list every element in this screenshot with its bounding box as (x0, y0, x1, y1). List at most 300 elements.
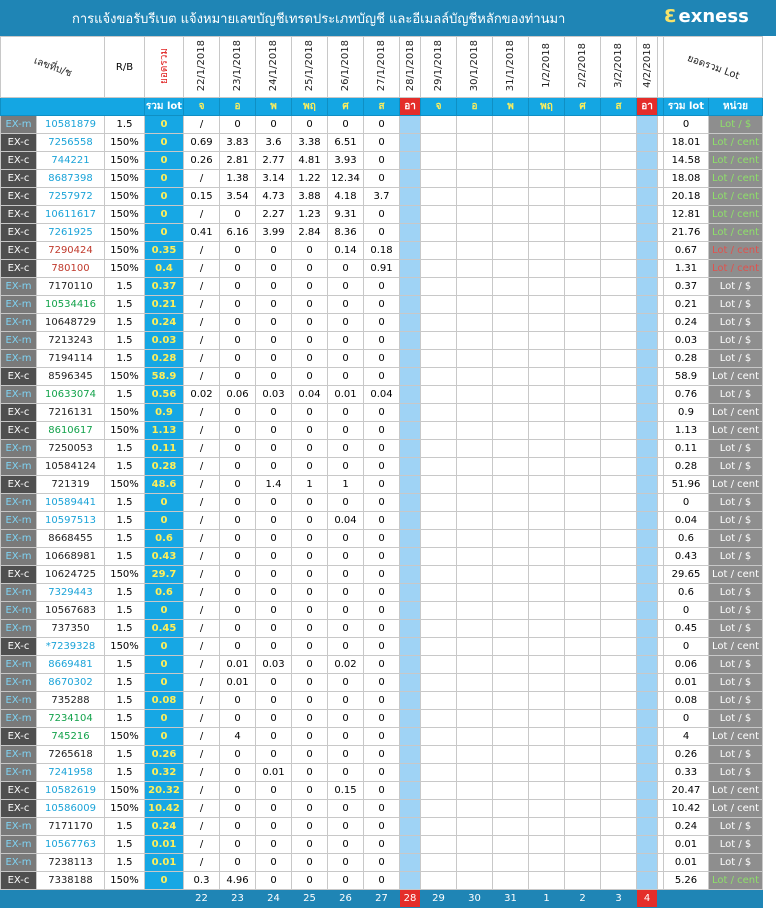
day-lot-empty (457, 728, 493, 746)
day-lot: 0 (256, 692, 292, 710)
day-lot: 0 (256, 116, 292, 134)
table-row (1, 404, 763, 422)
day-lot-empty (529, 620, 565, 638)
holiday-gap (637, 836, 658, 854)
header-date (364, 37, 400, 98)
day-lot-empty (421, 854, 457, 872)
day-lot-empty (601, 170, 637, 188)
day-lot-empty (493, 656, 529, 674)
account-type: EX-m (1, 314, 37, 332)
lot-total-right: 0.01 (664, 836, 709, 854)
day-lot-empty (457, 836, 493, 854)
day-lot-empty (457, 800, 493, 818)
day-lot: 0 (364, 836, 400, 854)
account-number: 10611617 (37, 206, 105, 224)
holiday-gap (400, 242, 421, 260)
day-lot: / (184, 782, 220, 800)
table-row (1, 566, 763, 584)
account-number: 10534416 (37, 296, 105, 314)
day-lot: 0 (364, 638, 400, 656)
day-lot: 4.73 (256, 188, 292, 206)
day-lot-empty (421, 458, 457, 476)
holiday-gap (637, 476, 658, 494)
lot-total: 0.21 (145, 296, 184, 314)
account-number: 7171170 (37, 818, 105, 836)
table-row (1, 458, 763, 476)
day-lot-empty (493, 854, 529, 872)
day-lot: 0 (220, 818, 256, 836)
holiday-gap (400, 188, 421, 206)
lot-total-right: 5.26 (664, 872, 709, 890)
header-account-no-label: เลขที่บ/ช (32, 55, 73, 79)
day-lot: 0 (328, 368, 364, 386)
day-lot: / (184, 836, 220, 854)
day-lot-empty (565, 422, 601, 440)
lot-total-right: 0.43 (664, 548, 709, 566)
day-lot-empty (565, 476, 601, 494)
lot-total-right: 0.08 (664, 692, 709, 710)
day-lot-empty (493, 800, 529, 818)
day-lot: 0.04 (364, 386, 400, 404)
holiday-gap (400, 566, 421, 584)
day-lot: 0 (292, 494, 328, 512)
day-lot: 0 (292, 584, 328, 602)
unit: Lot / cent (709, 152, 763, 170)
day-lot-empty (457, 512, 493, 530)
day-lot-empty (565, 692, 601, 710)
day-lot-empty (529, 422, 565, 440)
day-lot-empty (421, 584, 457, 602)
day-lot: 0 (364, 458, 400, 476)
unit: Lot / $ (709, 692, 763, 710)
day-lot: 1.4 (256, 476, 292, 494)
rebate-rate: 1.5 (105, 692, 145, 710)
day-lot: 0 (220, 638, 256, 656)
subheader-day: พฤ (529, 98, 565, 116)
day-lot: 0 (328, 764, 364, 782)
account-type: EX-c (1, 872, 37, 890)
unit: Lot / $ (709, 548, 763, 566)
header-date-label: 1/2/2018 (541, 43, 552, 88)
day-lot: 0 (328, 530, 364, 548)
header-date-label: 29/1/2018 (433, 39, 444, 92)
unit: Lot / cent (709, 638, 763, 656)
day-lot: 0 (256, 548, 292, 566)
day-lot-empty (529, 728, 565, 746)
day-lot: / (184, 440, 220, 458)
holiday-gap (400, 872, 421, 890)
day-lot-empty (493, 332, 529, 350)
account-number: 7290424 (37, 242, 105, 260)
day-lot-empty (601, 422, 637, 440)
day-lot: 0 (220, 584, 256, 602)
account-number: 8669481 (37, 656, 105, 674)
header-total-lot-label: ยอดรวม (158, 47, 170, 84)
day-lot-empty (421, 224, 457, 242)
day-lot-empty (565, 530, 601, 548)
unit: Lot / $ (709, 584, 763, 602)
day-lot: 0 (364, 116, 400, 134)
day-lot: 0 (328, 260, 364, 278)
holiday-gap (400, 836, 421, 854)
day-lot-empty (457, 368, 493, 386)
day-lot-empty (457, 188, 493, 206)
holiday-gap (400, 134, 421, 152)
day-lot: 3.7 (364, 188, 400, 206)
day-lot-empty (493, 692, 529, 710)
day-lot: 0 (256, 350, 292, 368)
day-lot: 6.16 (220, 224, 256, 242)
account-number: 10668981 (37, 548, 105, 566)
account-type: EX-m (1, 746, 37, 764)
rebate-rate: 150% (105, 134, 145, 152)
table-row (1, 134, 763, 152)
day-lot: 0 (220, 854, 256, 872)
account-type: EX-m (1, 530, 37, 548)
rebate-rate: 1.5 (105, 746, 145, 764)
unit: Lot / $ (709, 836, 763, 854)
lot-total-right: 0.33 (664, 764, 709, 782)
holiday-gap (400, 818, 421, 836)
day-lot: 0.04 (292, 386, 328, 404)
header-date-label: 31/1/2018 (505, 39, 516, 92)
day-lot: 2.84 (292, 224, 328, 242)
day-lot-empty (421, 710, 457, 728)
day-lot: 0 (256, 440, 292, 458)
unit: Lot / cent (709, 872, 763, 890)
day-lot: 0 (256, 494, 292, 512)
day-lot-empty (493, 872, 529, 890)
lot-total-right: 4 (664, 728, 709, 746)
day-lot: / (184, 242, 220, 260)
day-lot-empty (421, 170, 457, 188)
day-lot: 0 (292, 332, 328, 350)
day-lot-empty (421, 512, 457, 530)
unit: Lot / cent (709, 134, 763, 152)
day-lot-empty (457, 854, 493, 872)
day-lot-empty (565, 728, 601, 746)
day-lot: 0.02 (184, 386, 220, 404)
day-lot-empty (493, 638, 529, 656)
header-date (601, 37, 637, 98)
day-lot: 1.22 (292, 170, 328, 188)
day-lot-empty (565, 404, 601, 422)
lot-total-right: 20.18 (664, 188, 709, 206)
day-lot-empty (493, 386, 529, 404)
footer-day-number: 28 (400, 890, 421, 908)
header-date (220, 37, 256, 98)
day-lot: 0 (328, 278, 364, 296)
day-lot-empty (457, 530, 493, 548)
day-lot-empty (421, 764, 457, 782)
rebate-rate: 1.5 (105, 440, 145, 458)
day-lot-empty (601, 332, 637, 350)
day-lot-empty (601, 530, 637, 548)
day-lot: 0 (220, 242, 256, 260)
account-type: EX-c (1, 566, 37, 584)
day-lot: 0 (292, 404, 328, 422)
lot-total-right: 0.01 (664, 674, 709, 692)
header-date (256, 37, 292, 98)
lot-total: 58.9 (145, 368, 184, 386)
holiday-gap (637, 224, 658, 242)
lot-total: 0.37 (145, 278, 184, 296)
rebate-rate: 1.5 (105, 296, 145, 314)
unit: Lot / $ (709, 710, 763, 728)
day-lot-empty (529, 512, 565, 530)
unit: Lot / $ (709, 350, 763, 368)
day-lot: 0 (256, 602, 292, 620)
day-lot-empty (529, 170, 565, 188)
account-type: EX-m (1, 656, 37, 674)
table-row (1, 584, 763, 602)
day-lot: 0 (220, 332, 256, 350)
day-lot-empty (601, 296, 637, 314)
lot-total-right: 1.31 (664, 260, 709, 278)
day-lot-empty (601, 764, 637, 782)
day-lot: 0 (328, 692, 364, 710)
unit: Lot / $ (709, 314, 763, 332)
unit: Lot / cent (709, 206, 763, 224)
day-lot: 0 (292, 548, 328, 566)
day-lot: 0 (220, 440, 256, 458)
holiday-gap (637, 854, 658, 872)
day-lot-empty (601, 620, 637, 638)
table-row (1, 530, 763, 548)
day-lot: 0 (364, 134, 400, 152)
day-lot-empty (457, 548, 493, 566)
day-lot-empty (529, 674, 565, 692)
footer-day-number: 27 (364, 890, 400, 908)
day-lot: 3.83 (220, 134, 256, 152)
day-lot: 0 (364, 530, 400, 548)
day-lot-empty (493, 314, 529, 332)
day-lot: 0 (256, 404, 292, 422)
day-lot: / (184, 602, 220, 620)
footer-blank (1, 890, 184, 908)
holiday-gap (637, 638, 658, 656)
day-lot: 1.38 (220, 170, 256, 188)
day-lot: 0 (256, 710, 292, 728)
account-number: 7257972 (37, 188, 105, 206)
day-lot-empty (601, 602, 637, 620)
day-lot-empty (493, 188, 529, 206)
lot-total-right: 0.24 (664, 314, 709, 332)
day-lot: 4.18 (328, 188, 364, 206)
day-lot: 8.36 (328, 224, 364, 242)
rebate-rate: 150% (105, 476, 145, 494)
holiday-gap (400, 170, 421, 188)
lot-total: 0.03 (145, 332, 184, 350)
day-lot-empty (601, 458, 637, 476)
day-lot-empty (529, 602, 565, 620)
account-number: 7234104 (37, 710, 105, 728)
day-lot: 3.88 (292, 188, 328, 206)
account-number: 10633074 (37, 386, 105, 404)
day-lot: / (184, 746, 220, 764)
holiday-gap (400, 476, 421, 494)
holiday-gap (637, 872, 658, 890)
day-lot: 0.01 (328, 386, 364, 404)
day-lot-empty (421, 386, 457, 404)
day-lot: 0.91 (364, 260, 400, 278)
unit: Lot / cent (709, 728, 763, 746)
table-row (1, 278, 763, 296)
day-lot-empty (421, 314, 457, 332)
holiday-gap (637, 494, 658, 512)
rebate-rate: 150% (105, 404, 145, 422)
day-lot-empty (565, 188, 601, 206)
day-lot: / (184, 638, 220, 656)
day-lot: 0.03 (256, 386, 292, 404)
unit: Lot / cent (709, 800, 763, 818)
day-lot: 0 (220, 548, 256, 566)
day-lot: 0 (364, 620, 400, 638)
table-row (1, 152, 763, 170)
day-lot: 0 (292, 422, 328, 440)
account-number: 7241958 (37, 764, 105, 782)
account-type: EX-c (1, 728, 37, 746)
day-lot-empty (493, 818, 529, 836)
day-lot-empty (601, 404, 637, 422)
day-lot: / (184, 350, 220, 368)
day-lot: 0 (292, 368, 328, 386)
lot-total: 0.01 (145, 836, 184, 854)
day-lot-empty (493, 476, 529, 494)
holiday-gap (637, 152, 658, 170)
day-lot-empty (421, 872, 457, 890)
account-number: 744221 (37, 152, 105, 170)
table-row (1, 314, 763, 332)
subheader-day: อา (637, 98, 658, 116)
day-lot-empty (601, 584, 637, 602)
day-lot-empty (601, 512, 637, 530)
rebate-rate: 1.5 (105, 674, 145, 692)
day-lot: 2.81 (220, 152, 256, 170)
header-row (1, 37, 763, 98)
lot-total-right: 0 (664, 494, 709, 512)
unit: Lot / $ (709, 620, 763, 638)
day-lot-empty (529, 242, 565, 260)
day-lot: 0 (256, 242, 292, 260)
rebate-rate: 1.5 (105, 764, 145, 782)
day-lot-empty (457, 674, 493, 692)
day-lot-empty (457, 134, 493, 152)
day-lot-empty (457, 152, 493, 170)
day-lot-empty (565, 224, 601, 242)
subheader-day: จ (184, 98, 220, 116)
table-row (1, 692, 763, 710)
rebate-rate: 1.5 (105, 512, 145, 530)
rebate-rate: 1.5 (105, 350, 145, 368)
day-lot-empty (421, 818, 457, 836)
holiday-gap (400, 116, 421, 134)
table-row (1, 260, 763, 278)
day-lot-empty (493, 782, 529, 800)
day-lot: 0 (220, 368, 256, 386)
holiday-gap (637, 710, 658, 728)
lot-total-right: 20.47 (664, 782, 709, 800)
lot-total: 0 (145, 872, 184, 890)
day-lot-empty (529, 386, 565, 404)
lot-total: 0.11 (145, 440, 184, 458)
day-lot: 0 (256, 458, 292, 476)
rebate-rate: 1.5 (105, 836, 145, 854)
day-lot-empty (457, 494, 493, 512)
rebate-rate: 150% (105, 782, 145, 800)
unit: Lot / cent (709, 170, 763, 188)
day-lot: 0 (364, 566, 400, 584)
lot-total: 0 (145, 638, 184, 656)
rebate-rate: 1.5 (105, 458, 145, 476)
account-type: EX-m (1, 548, 37, 566)
day-lot: 0 (364, 746, 400, 764)
day-lot-empty (565, 656, 601, 674)
lot-total: 0.45 (145, 620, 184, 638)
holiday-gap (637, 512, 658, 530)
day-lot: 0 (292, 872, 328, 890)
day-lot: 0 (292, 566, 328, 584)
account-type: EX-m (1, 818, 37, 836)
lot-total-right: 0.28 (664, 350, 709, 368)
account-number: 7265618 (37, 746, 105, 764)
holiday-gap (637, 602, 658, 620)
day-lot-empty (529, 260, 565, 278)
day-lot: 4 (220, 728, 256, 746)
day-lot-empty (493, 134, 529, 152)
day-lot-empty (601, 386, 637, 404)
lot-total: 0.35 (145, 242, 184, 260)
day-lot: 9.31 (328, 206, 364, 224)
lot-total-right: 0.06 (664, 656, 709, 674)
day-lot: 0 (364, 602, 400, 620)
account-number: 8668455 (37, 530, 105, 548)
day-lot-empty (421, 404, 457, 422)
holiday-gap (637, 818, 658, 836)
day-lot-empty (421, 620, 457, 638)
subheader-day: ศ (328, 98, 364, 116)
holiday-gap (637, 242, 658, 260)
day-lot-empty (421, 494, 457, 512)
day-lot-empty (601, 836, 637, 854)
account-type: EX-m (1, 494, 37, 512)
holiday-gap (637, 620, 658, 638)
holiday-gap (637, 314, 658, 332)
day-lot: 0.01 (220, 656, 256, 674)
day-lot: 1.23 (292, 206, 328, 224)
day-lot: 0 (364, 224, 400, 242)
lot-total: 0 (145, 710, 184, 728)
day-lot: 0 (328, 440, 364, 458)
day-lot: 0 (220, 746, 256, 764)
day-lot-empty (529, 566, 565, 584)
holiday-gap (400, 314, 421, 332)
day-lot: 0 (328, 314, 364, 332)
day-lot: 0 (292, 350, 328, 368)
header-date (637, 37, 658, 98)
day-lot-empty (565, 782, 601, 800)
account-number: 780100 (37, 260, 105, 278)
lot-total: 0.08 (145, 692, 184, 710)
unit: Lot / $ (709, 764, 763, 782)
table-row (1, 386, 763, 404)
day-lot: 0 (364, 170, 400, 188)
lot-total: 48.6 (145, 476, 184, 494)
day-lot-empty (601, 494, 637, 512)
exness-logo-icon: Ɛ (664, 6, 677, 27)
day-lot-empty (529, 782, 565, 800)
day-lot-empty (565, 314, 601, 332)
